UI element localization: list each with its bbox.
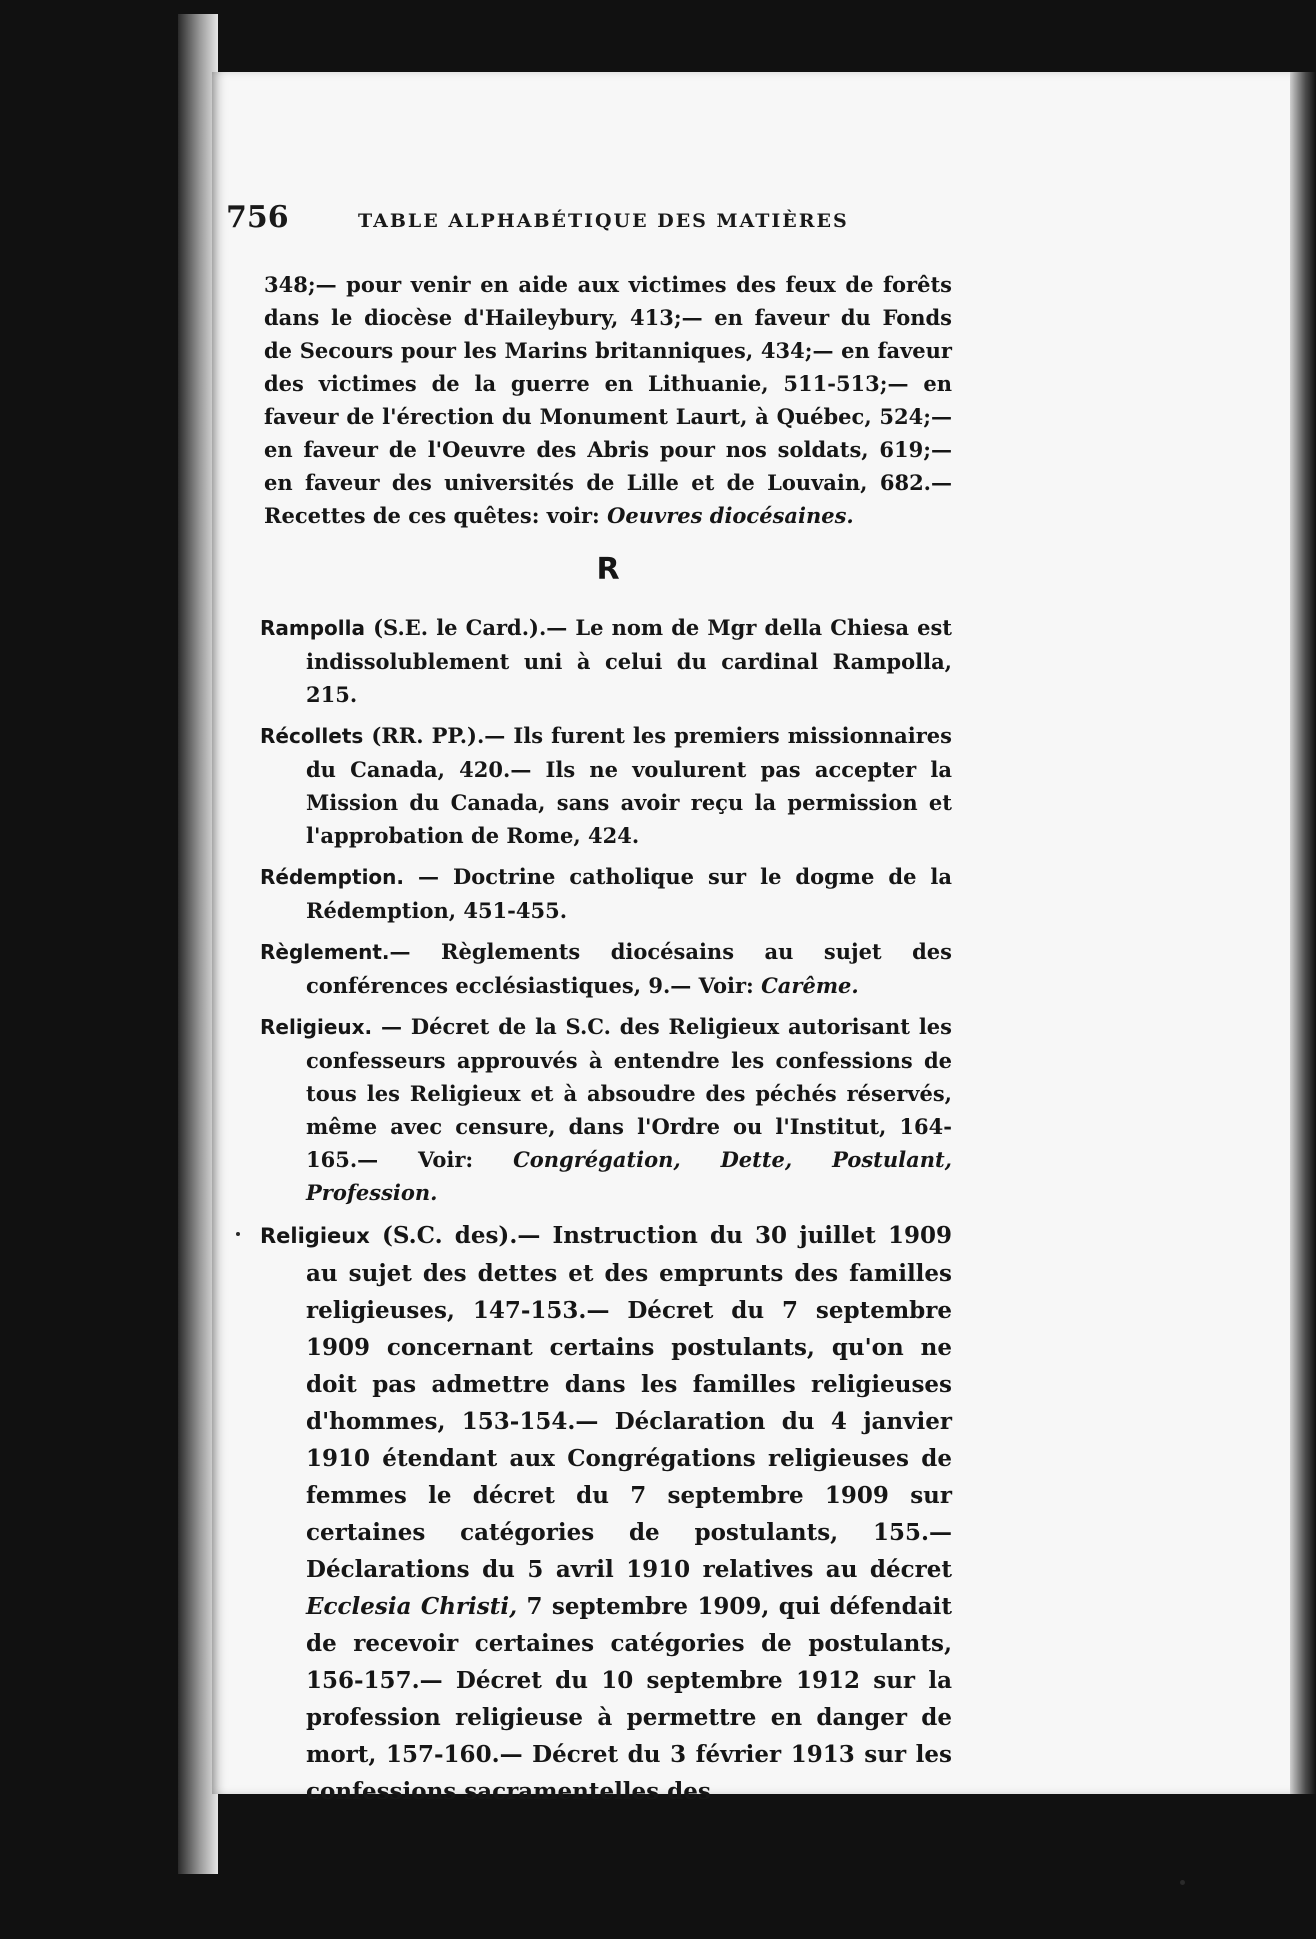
index-column [260,268,952,1818]
entry-body: — Décret de la S.C. des Religieux autorisant les confesseurs approuvés à entendre les confessions de tous les Religieux et à absoudre des péchés réservés, même avec censure, dans l'Ordre ou l'Institut, 164-165.— Voir: [306,1014,952,1172]
index-entry-rampolla [260,611,952,711]
entry-ref: Ecclesia Christi, [306,1593,518,1620]
entry-body: (S.C. des).— Instruction du 30 juillet 1909 au sujet des dettes et des emprunts des familles religieuses, 147-153.— Décret du 7 septembre 1909 concernant certains postulants, qu'on ne doit pas admettre dans les familles religieuses d'hommes, 153-154.— Déclaration du 4 janvier 1910 étendant aux Congrégations religieuses de femmes le décret du 7 septembre 1909 sur certaines catégories de postulants, 155.— Déclarations du 5 avril 1910 relatives au décret [306,1222,952,1583]
section-letter: R [596,552,620,587]
index-entry-religieux-sc [260,1217,952,1810]
entry-body-continued: 7 septembre 1909, qui défendait de recevoir certaines catégories de postulants, 156-157.— Décret du 10 septembre 1912 sur la profession religieuse à permettre en danger de mort, 157-160.— Décret du 3 février 1913 sur les confessions sacramentelles des [306,1593,952,1805]
entry-term: Règlement. [260,940,390,964]
running-head [226,200,1026,248]
index-entry-recollets [260,719,952,852]
entry-term: Rampolla [260,616,365,640]
entry-term: Rédemption. [260,865,404,889]
entry-body: — Règlements diocésains au sujet des conférences ecclésiastiques, 9.— Voir: [306,939,952,998]
index-entry-religieux [260,1010,952,1209]
index-entry-reglement [260,935,952,1002]
page-number: 756 [226,200,289,235]
entry-term: Religieux. [260,1015,373,1039]
entry-term: Religieux [260,1224,370,1248]
entry-body: (RR. PP.).— Ils furent les premiers missionnaires du Canada, 420.— Ils ne voulurent pas accepter la Mission du Canada, sans avoir reçu la permission et l'approbation de Rome, 424. [306,723,952,848]
continuation-ref: Oeuvres diocésaines. [607,503,854,528]
entry-ref: Carême. [761,973,859,998]
entry-body: — Doctrine catholique sur le dogme de la Rédemption, 451-455. [306,864,952,923]
page-edge-right [1290,72,1316,1794]
entry-body: (S.E. le Card.).— Le nom de Mgr della Chiesa est indissolublement uni à celui du cardinal Rampolla, 215. [306,615,952,707]
running-head-title: TABLE ALPHABÉTIQUE DES MATIÈRES [358,210,849,232]
entry-ref: Congrégation, Dette, Postulant, Profession. [306,1147,952,1205]
index-entry-redemption [260,860,952,927]
continuation-text: 348;— pour venir en aide aux victimes des feux de forêts dans le diocèse d'Haileybury, 413;— en faveur du Fonds de Secours pour les Marins britanniques, 434;— en faveur des victimes de la guerre en Lithuanie, 511-513;— en faveur de l'érection du Monument Laurt, à Québec, 524;— en faveur de l'Oeuvre des Abris pour nos soldats, 619;— en faveur des universités de Lille et de Louvain, 682.— Recettes de ces quêtes: voir: [264,272,952,528]
scan-speck [1180,1880,1185,1885]
scan-speck [236,1232,240,1236]
continuation-paragraph [264,268,952,532]
entry-term: Récollets [260,724,364,748]
